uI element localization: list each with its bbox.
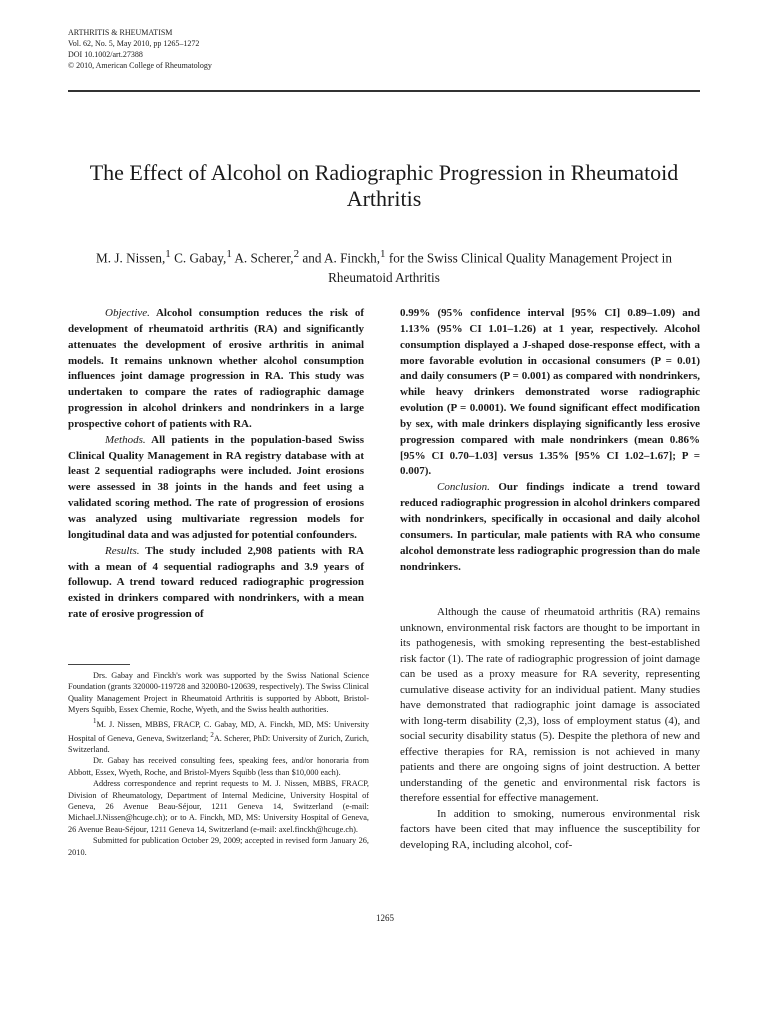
affiliation-1: M. J. Nissen, MBBS, FRACP, C. Gabay, MD, A. Finckh, MD, MS: University Hospital of Geneva, Geneva, Switzerland; (68, 719, 369, 743)
affiliation-marker: 2 (210, 731, 214, 739)
introduction-text (400, 605, 700, 853)
footnote-rule (68, 664, 130, 665)
disclosure-note: Dr. Gabay has received consulting fees, speaking fees, and/or honoraria from Abbott, Essex, Wyeth, Roche, and Bristol-Myers Squibb (less than $10,000 each). (68, 756, 369, 777)
page-number: 1265 (376, 913, 394, 923)
journal-name: ARTHRITIS & RHEUMATISM (68, 28, 173, 37)
submission-note: Submitted for publication October 29, 2009; accepted in revised form January 26, 2010. (68, 836, 369, 857)
affiliation-marker: 2 (293, 248, 300, 260)
methods-label: Methods. (105, 433, 146, 446)
abstract-objective (68, 306, 364, 433)
author-name: and A. Finckh, (299, 250, 381, 266)
objective-label: Objective. (105, 307, 150, 319)
author-name: C. Gabay, (170, 250, 227, 266)
body-paragraph: Although the cause of rheumatoid arthritis (RA) remains unknown, environmental risk factors are thought to be important in its pathogenesis, with smoking representing the best-established risk factor (1). The rate of radiographic progression of joint damage can be used as a proxy measure for RA severity, representing cumulative disease activity for an individual patient. Many studies have demonstrated that radiographic joint damage is associated with long-term disability (2,3), loss of employment status (4), and social security disability status (5). Despite the plethora of new and effective therapies for RA, remission is not achieved in many patients and there are ongoing signs of joint destruction. A better understanding of the genetic and environmental risk factors is therefore essential for effective management. (400, 606, 700, 804)
abstract-left-column (68, 306, 364, 623)
conclusion-text: Our findings indicate a trend toward reduced radiographic progression in alcohol drinkers compared with nondrinkers, specifically in occasional and daily alcohol consumers. In particular, male patients with RA who consume alcohol demonstrate less radiographic progression than do male nondrinkers. (400, 481, 700, 573)
correspondence-note: Address correspondence and reprint requests to M. J. Nissen, MBBS, FRACP, Division of Rheumatology, Department of Internal Medicine, University Hospital of Geneva, 26 Avenue Beau-Séjour, 1211 Geneva 14, Switzerland (e-mail: Michael.J.Nissen@hcuge.ch); or to A. Finckh, MD, MS: University Hospital of Geneva, 26 Avenue Beau-Séjour, 1211 Geneva 14, Switzerland (e-mail: axel.finckh@hcuge.ch). (68, 779, 369, 834)
copyright: © 2010, American College of Rheumatology (68, 61, 212, 70)
volume-info: Vol. 62, No. 5, May 2010, pp 1265–1272 (68, 39, 200, 48)
author-group: for the Swiss Clinical Quality Management Project in Rheumatoid Arthritis (328, 250, 672, 285)
affiliation-2: A. Scherer, PhD: University of Zurich, Zurich, Switzerland. (68, 733, 370, 754)
abstract-results (68, 544, 364, 623)
objective-text: Alcohol consumption reduces the risk of development of rheumatoid arthritis (RA) and significantly attenuates the development of erosive arthritis in animal models. It remains unknown whether alcohol consumption influences joint damage progression in RA. This study was undertaken to compare the rates of radiographic damage progression in alcohol drinkers and nondrinkers in a large prospective cohort of patients with RA. (68, 307, 364, 430)
results-text: The study included 2,908 patients with RA with a mean of 4 sequential radiographs and 3.9 years of followup. A trend toward reduced radiographic progression existed in drinkers compared with nondrinkers, with a mean rate of erosive progression of (68, 544, 364, 621)
abstract-right-column (400, 306, 700, 575)
affiliation-marker: 1 (165, 248, 171, 260)
results-label: Results. (105, 544, 140, 557)
conclusion-label: Conclusion. (437, 481, 490, 494)
affiliation-marker: 1 (93, 717, 97, 725)
methods-text: All patients in the population-based Swiss Clinical Quality Management in RA registry database with at least 2 sequential radiographs were included. Joint erosions were assessed in 38 joints in the hands and feet using a validated scoring method. The rate of progression of erosions was analyzed using multivariate regression models for longitudinal data and was adjusted for potential confounders. (68, 433, 364, 541)
abstract-results-continued: 0.99% (95% confidence interval [95% CI] 0.89–1.09) and 1.13% (95% CI 1.01–1.26) at 1 year, respectively. Alcohol consumption displayed a J-shaped dose-response effect, with a more favorable evolution in occasional consumers (P = 0.01) and daily consumers (P = 0.001) as compared with nondrinkers, while heavy drinkers demonstrated worse radiographic evolution (P = 0.0001). We found significant effect modification by sex, with male drinkers displaying significantly less erosive progression compared with male nondrinkers (mean 0.86% [95% CI 0.70–1.03] versus 1.35% [95% CI 1.02–1.67]; P = 0.007). (400, 307, 700, 478)
body-paragraph: In addition to smoking, numerous environmental risk factors have been cited that may influence the susceptibility for developing RA, including alcohol, cof- (400, 807, 700, 851)
article-title: The Effect of Alcohol on Radiographic Progression in Rheumatoid Arthritis (89, 160, 679, 211)
journal-header (68, 27, 700, 71)
author-list (90, 245, 678, 287)
doi: DOI 10.1002/art.27388 (68, 50, 143, 59)
affiliation-marker: 1 (380, 248, 386, 260)
abstract-methods (68, 433, 364, 544)
affiliations-note (68, 716, 369, 756)
author-name: A. Scherer, (231, 250, 294, 266)
abstract-conclusion (400, 480, 700, 575)
author-name: M. J. Nissen, (96, 250, 166, 266)
header-rule (68, 90, 700, 92)
footnotes (68, 670, 369, 858)
funding-note: Drs. Gabay and Finckh's work was supported by the Swiss National Science Foundation (grants 320000-119728 and 3200B0-120639, respectively). The Swiss Clinical Quality Management Project in Rheumatoid Arthritis is supported by Abbott, Bristol-Myers Squibb, Essex Chemie, Roche, Wyeth, and the Swiss health authorities. (68, 671, 369, 715)
affiliation-marker: 1 (226, 248, 232, 260)
